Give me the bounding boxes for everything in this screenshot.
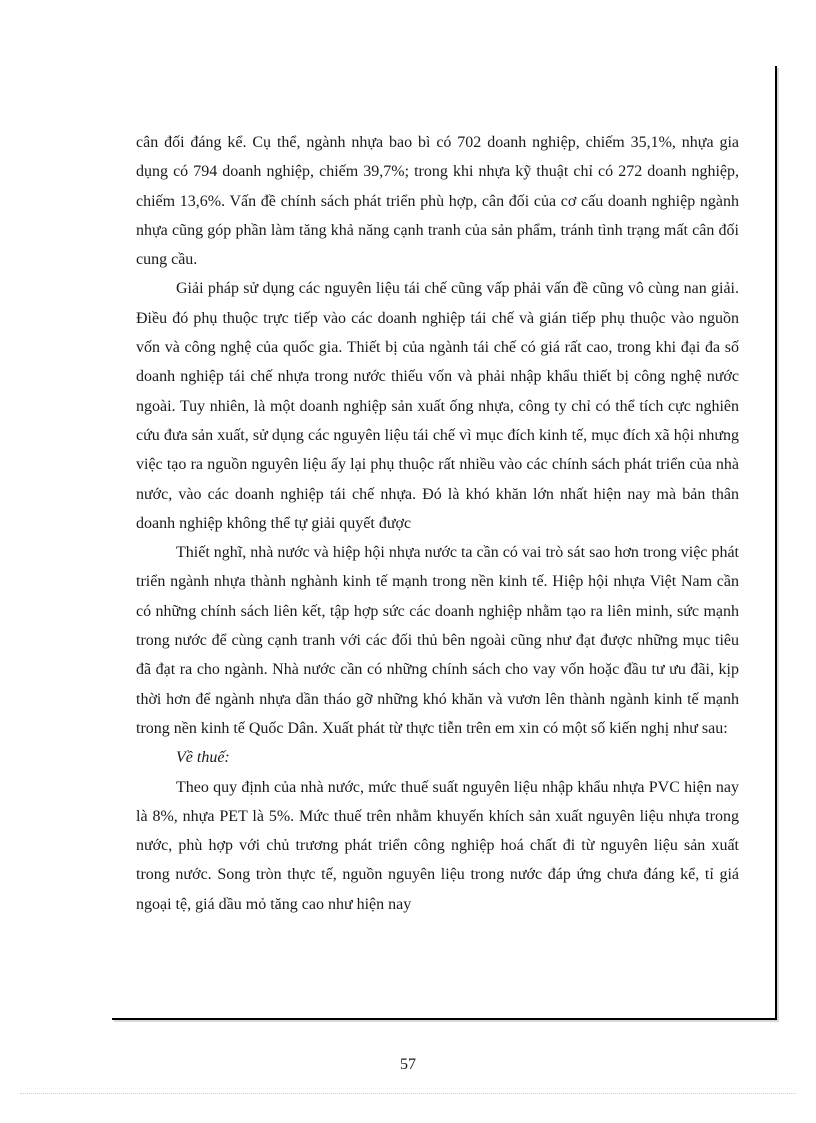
paragraph-state-role: Thiết nghĩ, nhà nước và hiệp hội nhựa nước ta cần có vai trò sát sao hơn trong việc phát triển ngành nhựa thành nghành kinh tế mạnh trong nền kinh tế. Hiệp hội nhựa Việt Nam cần có những chính sách liên kết, tập hợp sức các doanh nghiệp nhằm tạo ra liên minh, sức mạnh trong nước để cùng cạnh tranh với các đối thủ bên ngoài cũng như đạt được những mục tiêu đã đạt ra cho ngành. Nhà nước cần có những chính sách cho vay vốn hoặc đầu tư ưu đãi, kịp thời hơn để ngành nhựa dần tháo gỡ những khó khăn và vươn lên thành ngành kinh tế mạnh trong nền kinh tế Quốc Dân. Xuất phát từ thực tiễn trên em xin có một số kiến nghị như sau: bbox=[136, 544, 739, 737]
paragraph-recycled-materials: Giải pháp sử dụng các nguyên liệu tái chế cũng vấp phải vấn đề cũng vô cùng nan giải. Điều đó phụ thuộc trực tiếp vào các doanh nghiệp tái chế và gián tiếp phụ thuộc vào nguồn vốn và công nghệ của quốc gia. Thiết bị của ngành tái chế có giá rất cao, trong khi đại đa số doanh nghiệp tái chế nhựa trong nước thiếu vốn và phải nhập khẩu thiết bị công nghệ nước ngoài. Tuy nhiên, là một doanh nghiệp sản xuất ống nhựa, công ty chỉ có thể tích cực nghiên cứu đưa sản xuất, sử dụng các nguyên liệu tái chế vì mục đích kinh tế, mục đích xã hội nhưng việc tạo ra nguồn nguyên liệu ấy lại phụ thuộc rất nhiều vào các chính sách phát triển của nhà nước, vào các doanh nghiệp tái chế nhựa. Đó là khó khăn lớn nhất hiện nay mà bản thân doanh nghiệp không thể tự giải quyết được bbox=[136, 280, 739, 532]
paragraph-tax-regulation: Theo quy định của nhà nước, mức thuế suất nguyên liệu nhập khẩu nhựa PVC hiện nay là 8%, nhựa PET là 5%. Mức thuế trên nhằm khuyến khích sản xuất nguyên liệu nhựa trong nước, phù hợp với chủ trương phát triển công nghiệp hoá chất đi từ nguyên liệu sản xuất trong nước. Song tròn thực tế, nguồn nguyên liệu trong nước đáp ứng chưa đáng kể, tỉ giá ngoại tệ, giá dầu mỏ tăng cao như hiện nay bbox=[136, 778, 739, 913]
section-heading-tax: Về thuế: bbox=[176, 749, 230, 767]
document-body bbox=[136, 128, 739, 919]
bottom-divider bbox=[20, 1093, 796, 1094]
page-number: 57 bbox=[400, 1056, 416, 1073]
paragraph-continuation: cân đối đáng kể. Cụ thể, ngành nhựa bao bì có 702 doanh nghiệp, chiếm 35,1%, nhựa gia dụng có 794 doanh nghiệp, chiếm 39,7%; trong khi nhựa kỹ thuật chỉ có 272 doanh nghiệp, chiếm 13,6%. Vấn đề chính sách phát triển phù hợp, cân đối của cơ cấu doanh nghiệp ngành nhựa cũng góp phần làm tăng khả năng cạnh tranh của sản phẩm, tránh tình trạng mất cân đối cung cầu. bbox=[136, 134, 739, 269]
